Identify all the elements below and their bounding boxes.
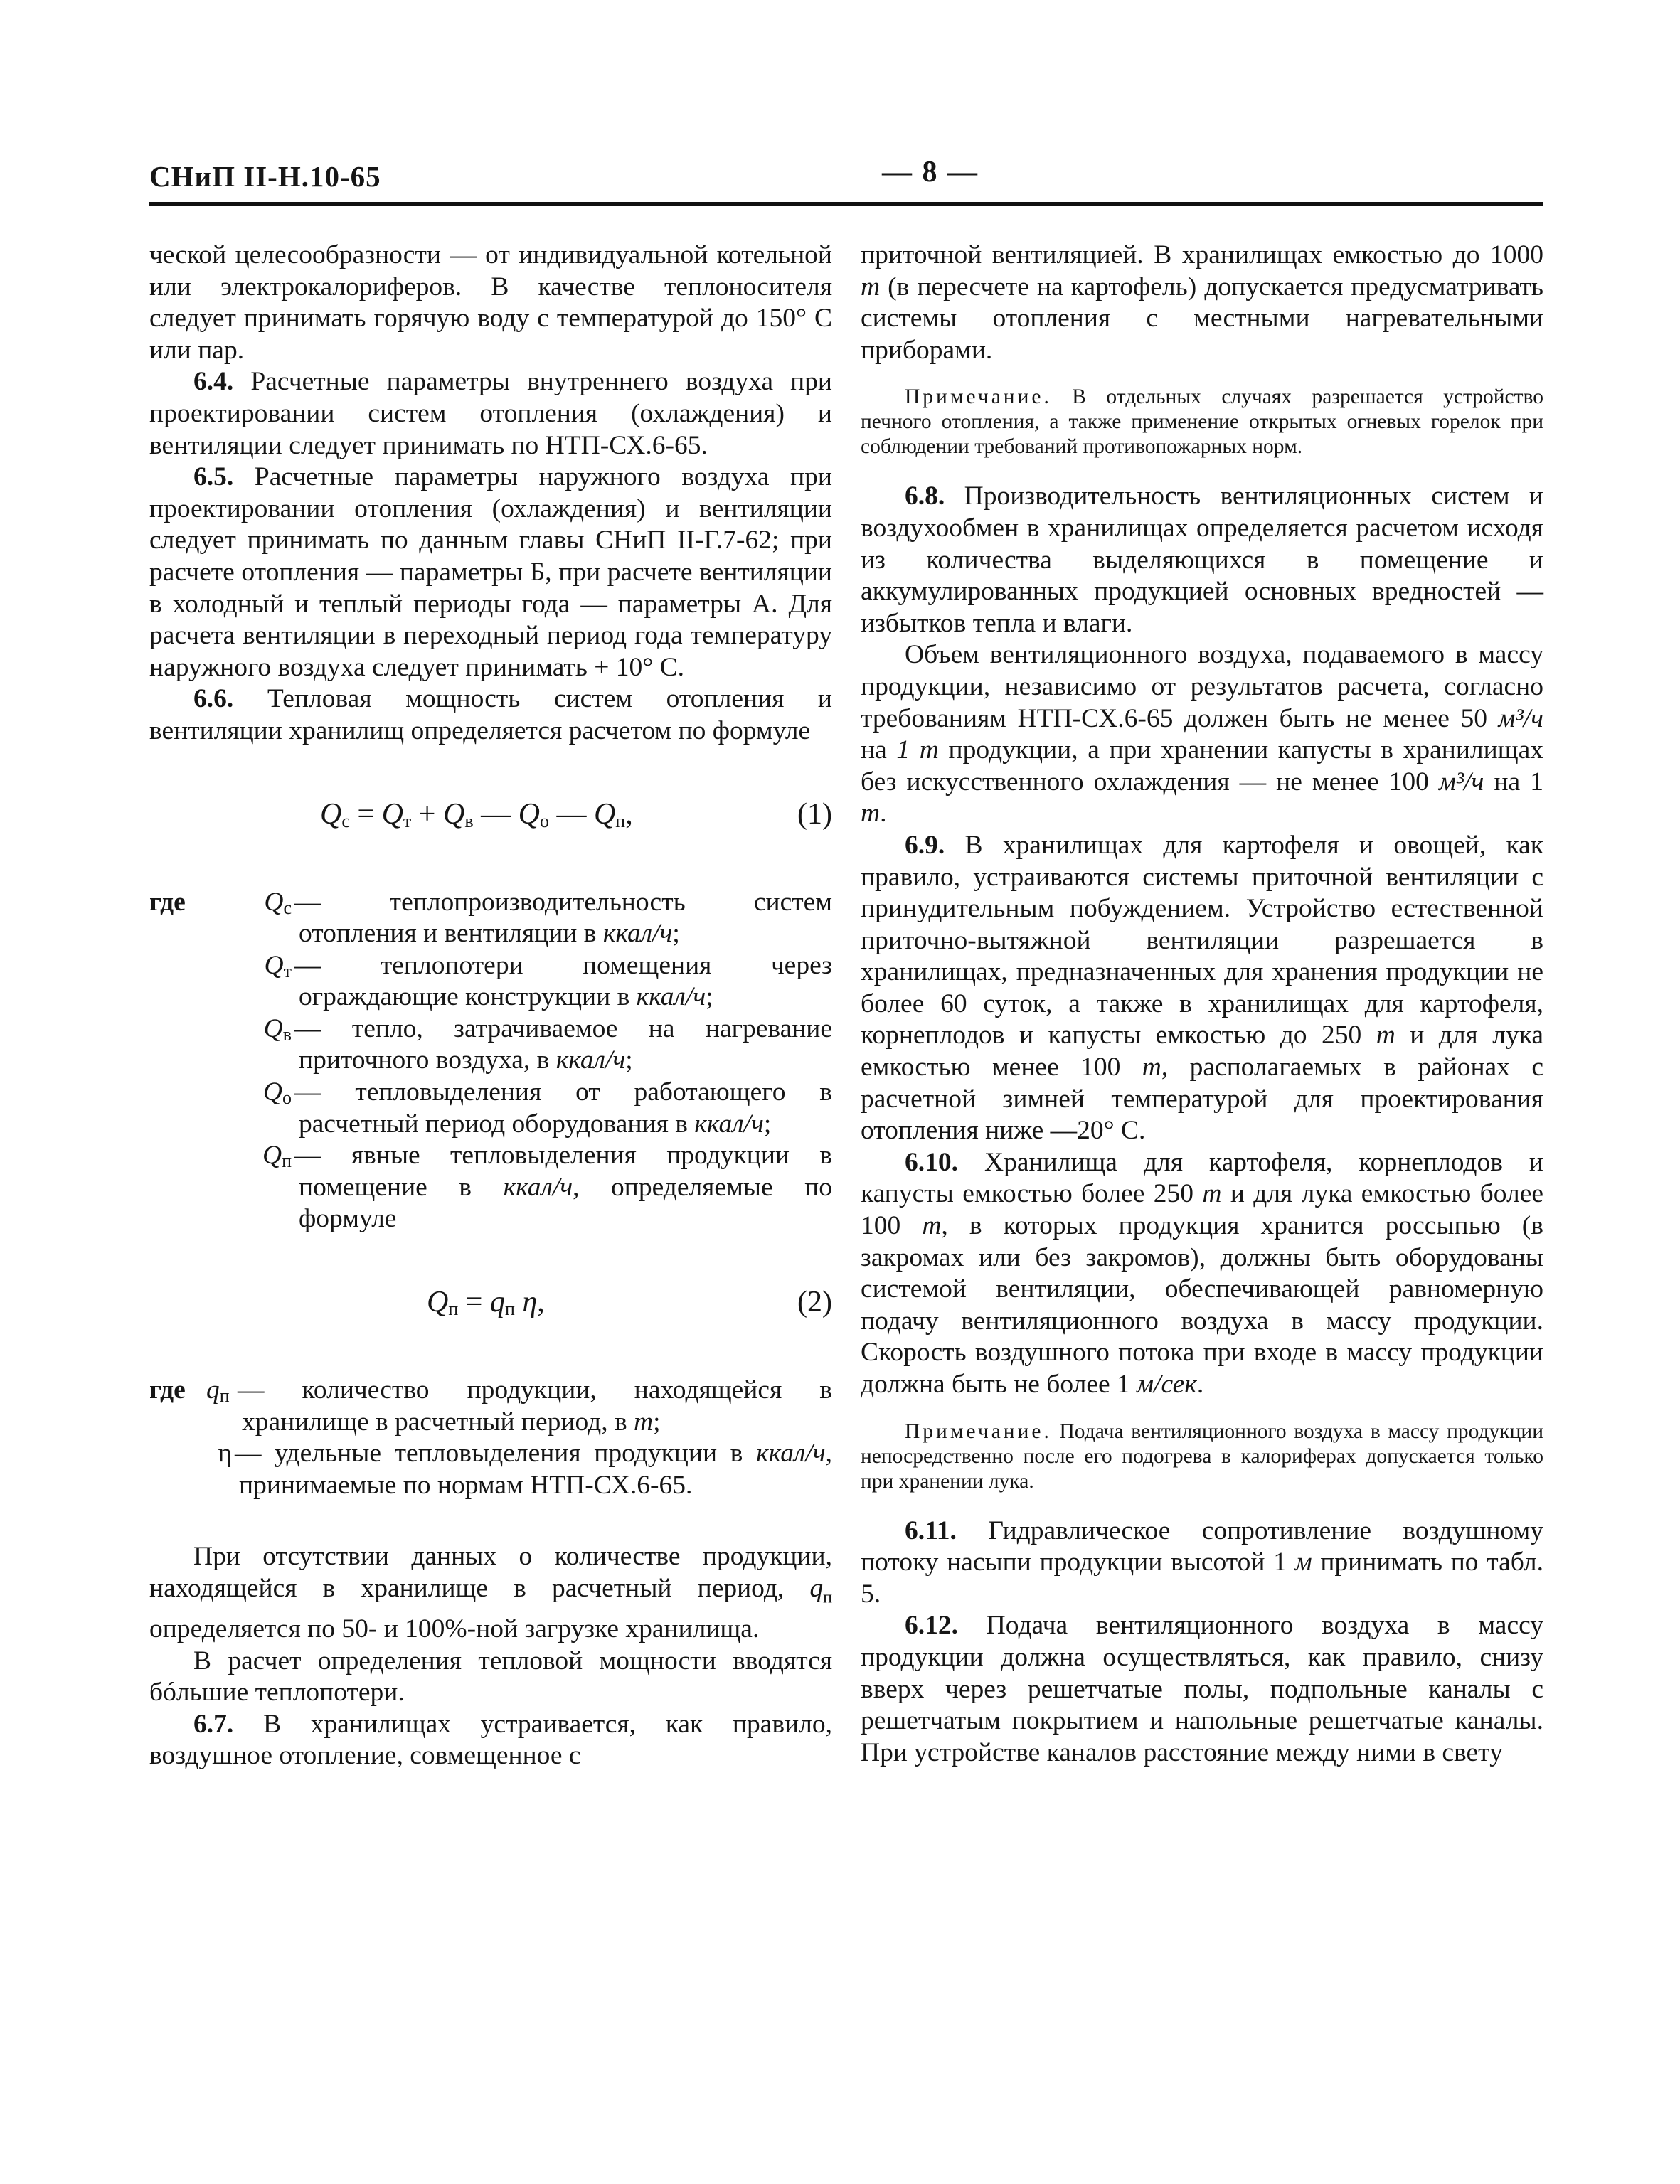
paragraph-6-5 — [149, 462, 832, 683]
paragraph-6-7 — [149, 1709, 832, 1772]
formula-2-expression: $Q_п = q_п$ η, — [427, 1286, 545, 1320]
definition-item — [149, 887, 832, 950]
page-header — [149, 152, 1543, 195]
paragraph-6-12 — [861, 1610, 1543, 1769]
paragraph-6-6 — [149, 683, 832, 747]
definition-item — [149, 1077, 832, 1140]
paragraph-continuation: приточной вентиляцией. В хранилищах емкостью до 1000 т (в пересчете на картофель) допускается предусматривать системы отопления с местными нагревательными приборами. — [861, 240, 1543, 365]
definition-text: — удельные тепловыделения продукции в ккал/ч, принимаемые по нормам НТП-СХ.6-65. — [235, 1439, 832, 1500]
document-code: СНиП II-Н.10-65 — [149, 160, 381, 193]
paragraph-6-8 — [861, 481, 1543, 639]
formula-2-number: (2) — [797, 1286, 832, 1319]
clause-number: 6.10. — [905, 1147, 958, 1177]
formula-1-expression: $Q_с = Q_т + Q_в$ — $Q_о$ — $Q_п$, — [320, 797, 633, 831]
note-1 — [861, 385, 1543, 459]
definition-symbol: $Q_о$ — [262, 1077, 292, 1109]
clause-text: Тепловая мощность систем отопления и вентиляции хранилищ определяется расчетом по формуле — [149, 684, 832, 745]
definition-text: — тепловыделения от работающего в расчетный период оборудования в ккал/ч; — [294, 1077, 832, 1139]
where-label: где — [149, 1375, 186, 1405]
clause-number: 6.4. — [193, 367, 234, 397]
definition-symbol: $Q_с$ — [264, 887, 292, 918]
definition-item — [149, 1375, 832, 1438]
paragraph-absent-data: При отсутствии данных о количестве продукции, находящейся в хранилище в расчетный период, $q_п$ определяется по 50- и 100%-ной загрузке хранилища. — [149, 1542, 832, 1644]
note-text: В отдельных случаях разрешается устройство печного отопления, а также применение открытых огневых горелок при соблюдении требований противопожарных норм. — [861, 385, 1543, 459]
left-column — [149, 240, 832, 1772]
paragraph-air-volume: Объем вентиляционного воздуха, подаваемого в массу продукции, независимо от результатов расчета, согласно требованиям НТП-СХ.6-65 должен быть не менее 50 м³/ч на 1 т продукции, а при хранении капусты в хранилищах без искусственного охлаждения — не менее 100 м³/ч на 1 т. — [861, 640, 1543, 829]
clause-text: Расчетные параметры наружного воздуха при проектировании отопления (охлаждения) и вентиляции следует принимать по данным главы СНиП II-Г.7-62; при расчете отопления — параметры Б, при расчете вентиляции в холодный и теплый периоды года — параметры А. Для расчета вентиляции в переходный период года температуру наружного воздуха следует принимать + 10° С. — [149, 462, 832, 682]
definition-item — [149, 950, 832, 1013]
definition-symbol: $q_п$ — [206, 1375, 230, 1407]
definition-text: — количество продукции, находящейся в хранилище в расчетный период, в т; — [238, 1375, 832, 1437]
formula-1-definitions — [149, 887, 832, 1236]
formula-1 — [149, 799, 832, 843]
formula-1-number: (1) — [797, 797, 832, 831]
definition-text: — явные тепловыделения продукции в помещение в ккал/ч, определяемые по формуле — [294, 1141, 832, 1234]
page-number: — 8 — — [882, 156, 979, 188]
note-2 — [861, 1419, 1543, 1494]
definition-text: — теплопотери помещения через ограждающие конструкции в ккал/ч; — [294, 950, 832, 1012]
definition-symbol: $Q_в$ — [263, 1013, 292, 1045]
clause-number: 6.6. — [193, 684, 234, 714]
definition-symbol: η — [218, 1439, 232, 1469]
formula-2 — [149, 1287, 832, 1331]
right-column — [861, 240, 1543, 1769]
clause-text: Производительность вентиляционных систем и воздухообмен в хранилищах определяется расчетом исходя из количества выделяющихся в помещение и аккумулированных продукцией основных вредностей — избытков тепла и влаги. — [861, 481, 1543, 638]
definition-symbol: $Q_т$ — [264, 950, 292, 981]
where-label: где — [149, 887, 186, 917]
clause-number: 6.9. — [905, 830, 945, 860]
paragraph-continuation: ческой целесообразности — от индивидуальной котельной или электрокалориферов. В качестве теплоносителя следует принимать горячую воду с температурой до 150° С или пар. — [149, 240, 832, 365]
definition-item — [149, 1140, 832, 1235]
paragraph-6-10: 6.10. Хранилища для картофеля, корнеплодов и капусты емкостью более 250 т и для лука емкостью более 100 т, в которых продукция хранится россыпью (в закромах или без закромов), должны быть оборудованы системой вентиляции, обеспечивающей равномерную подачу вентиляционного воздуха в массу продукции. Скорость воздушного потока при входе в массу продукции должна быть не более 1 м/сек. — [861, 1147, 1543, 1399]
clause-text: В хранилищах устраивается, как правило, воздушное отопление, совмещенное с — [149, 1709, 832, 1771]
paragraph-6-4 — [149, 366, 832, 462]
definition-item — [149, 1013, 832, 1077]
definition-item — [149, 1438, 832, 1501]
clause-number: 6.7. — [193, 1709, 234, 1739]
clause-text: Подача вентиляционного воздуха в массу продукции должна осуществляться, как правило, снизу вверх через решетчатые полы, подпольные каналы с решетчатым покрытием и напольные решетчатые каналы. При устройстве каналов расстояние между ними в свету — [861, 1611, 1543, 1767]
formula-2-definitions — [149, 1375, 832, 1501]
definition-text: — тепло, затрачиваемое на нагревание приточного воздуха, в ккал/ч; — [294, 1013, 832, 1075]
definition-symbol: $Q_п$ — [262, 1141, 292, 1172]
note-text: Подача вентиляционного воздуха в массу продукции непосредственно после его подогрева в калориферах допускается только при хранении лука. — [861, 1419, 1543, 1493]
clause-number: 6.11. — [905, 1516, 957, 1545]
clause-text: Расчетные параметры внутреннего воздуха при проектировании систем отопления (охлаждения) и вентиляции следует принимать по НТП-СХ.6-65. — [149, 367, 832, 460]
header-rule — [149, 202, 1543, 206]
paragraph-6-9: 6.9. В хранилищах для картофеля и овощей, как правило, устраиваются системы приточной вентиляции с принудительным побуждением. Устройство естественной приточно-вытяжной вентиляции разрешается в хранилищах, предназначенных для хранения продукции не более 60 суток, а также в хранилищах для картофеля, корнеплодов и капусты емкостью до 250 т и для лука емкостью менее 100 т, располагаемых в районах с расчетной зимней температурой для проектирования отопления ниже —20° С. — [861, 830, 1543, 1146]
note-label: Примечание. — [905, 1419, 1052, 1443]
definition-text: — теплопроизводительность систем отопления и вентиляции в ккал/ч; — [294, 887, 832, 949]
clause-number: 6.5. — [193, 462, 234, 492]
paragraph-6-11: 6.11. Гидравлическое сопротивление воздушному потоку насыпи продукции высотой 1 м принимать по табл. 5. — [861, 1516, 1543, 1609]
clause-number: 6.12. — [905, 1611, 958, 1641]
note-label: Примечание. — [905, 385, 1052, 409]
paragraph-heat-losses: В расчет определения тепловой мощности вводятся бóльшие теплопотери. — [149, 1646, 832, 1708]
clause-number: 6.8. — [905, 481, 945, 511]
